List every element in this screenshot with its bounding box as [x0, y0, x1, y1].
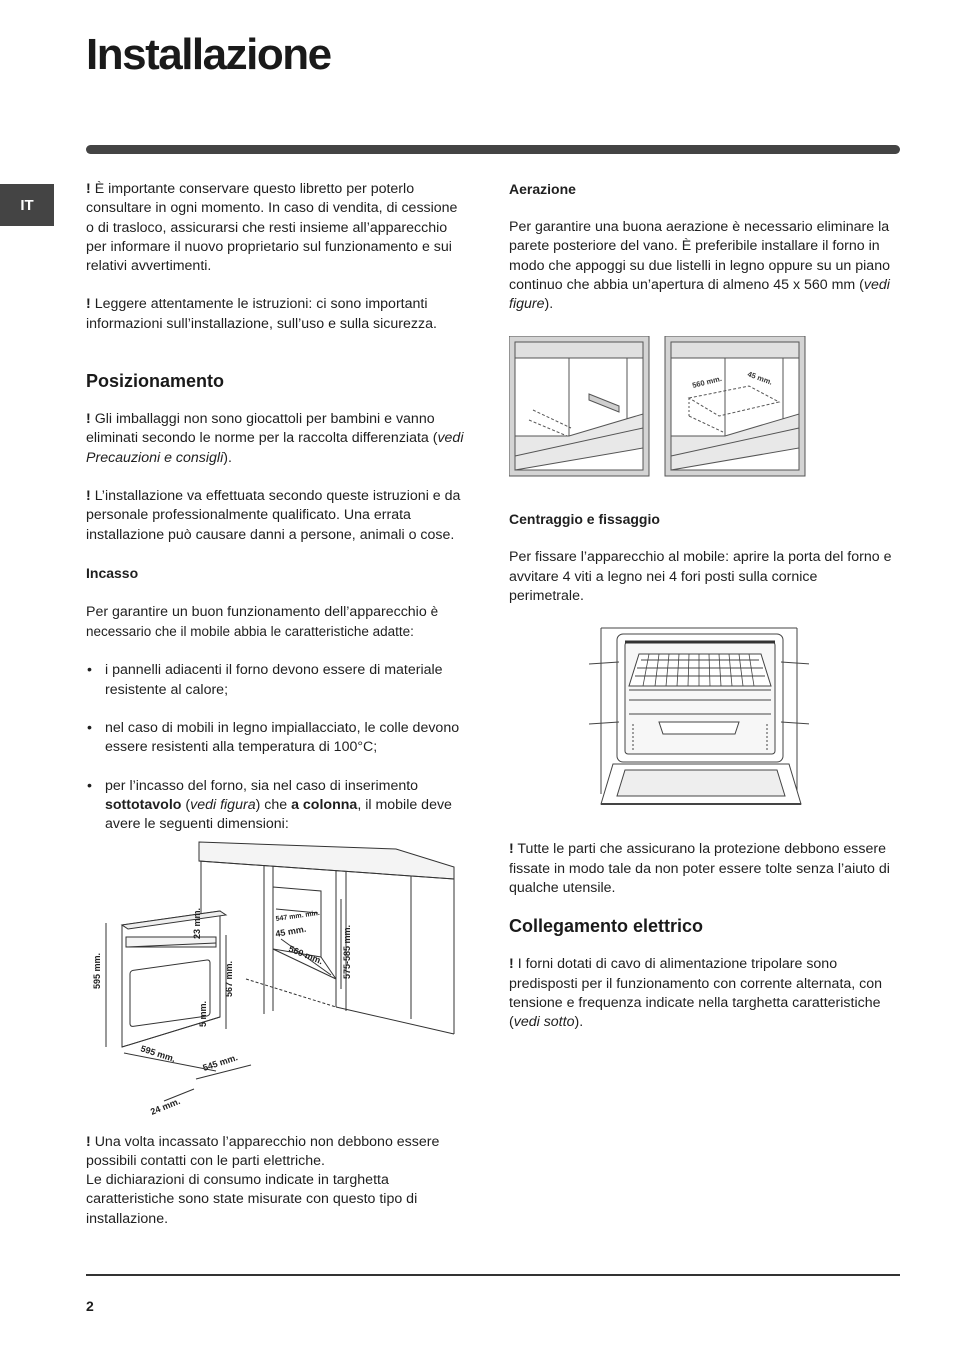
centering-paragraph: Per fissare l’apparecchio al mobile: aprire la porta del forno e avvitare 4 viti a legno nei 4 fori posti sulla cornice perimetrale.	[509, 549, 892, 605]
electrical-paragraph: ! I forni dotati di cavo di alimentazione tripolare sono predisposti per il funzionamento con corrente alternata, con tensione e frequenza indicate nella targhetta caratteristiche (vedi sotto).	[509, 956, 883, 1031]
list-item: • per l’incasso del forno, sia nel caso di inserimento sottotavolo (vedi figura) che a colonna, il mobile deve avere le seguenti dimensioni:	[87, 777, 452, 833]
aeration-paragraph: Per garantire una buona aerazione è necessario eliminare la parete posteriore del vano. È preferibile installare il forno in modo che appoggi su due listelli in legno oppure su un piano continuo che abbia un’apertura di almeno 45 x 560 mm (vedi figure).	[509, 219, 890, 313]
language-tab: IT	[0, 184, 54, 226]
left-column	[86, 180, 466, 1229]
dim-575-585: 575-585 mm.	[342, 924, 352, 979]
dim-595-width: 595 mm.	[139, 1042, 177, 1064]
dim-567: 567 mm.	[224, 960, 234, 997]
installation-dimensions-figure	[86, 839, 466, 1127]
dim-545: 545 mm.	[201, 1051, 239, 1073]
incasso-heading: Incasso	[86, 564, 139, 581]
warning-mark: !	[509, 841, 514, 858]
list-item: • nel caso di mobili in legno impiallacciato, le colle devono essere resistenti alla temperatura di 100°C;	[87, 720, 460, 756]
ventilation-figures	[509, 336, 809, 478]
dim-45: 45 mm.	[274, 923, 307, 939]
requirements-list	[86, 661, 466, 834]
protection-paragraph: ! Tutte le parti che assicurano la protezione debbono essere fissate in modo tale da non poter essere tolte senza l’aiuto di qualche utensile.	[509, 841, 890, 896]
warning-mark: !	[86, 1133, 91, 1150]
centering-heading: Centraggio e fissaggio	[509, 511, 660, 528]
header-divider	[86, 145, 900, 154]
intro-paragraph-1: ! È importante conservare questo libretto per poterlo consultare in ogni momento. In caso di vendita, di cessione o di trasloco, assicurarsi che resti insieme all’apparecchio per informare il nuovo proprietario sul funzionamento e sui relativi avvertimenti.	[86, 181, 458, 275]
positioning-heading: Posizionamento	[86, 371, 225, 392]
dim-5: 5 mm.	[198, 1000, 208, 1027]
dim-547-min: 547 mm. min.	[275, 909, 321, 923]
footer-divider	[86, 1274, 900, 1276]
warning-mark: !	[86, 181, 91, 197]
electrical-heading: Collegamento elettrico	[509, 916, 704, 937]
page-number: 2	[86, 1298, 94, 1314]
oven-fixing-figure	[509, 624, 809, 820]
dim-560: 560 mm.	[287, 943, 325, 966]
positioning-paragraph-2: ! L’installazione va effettuata secondo queste istruzioni e da personale professionalmente qualificato. Una errata installazione può causare danni a persone, animali o cose.	[86, 487, 461, 543]
positioning-paragraph-1: ! Gli imballaggi non sono giocattoli per bambini e vanno eliminati secondo le norme per la raccolta differenziata (vedi Precauzioni e consigli).	[86, 411, 464, 466]
warning-mark: !	[86, 296, 91, 313]
warning-mark: !	[509, 956, 514, 973]
right-column	[509, 180, 894, 1051]
dim-595-height: 595 mm.	[92, 952, 102, 989]
aeration-heading: Aerazione	[509, 181, 576, 197]
warning-mark: !	[86, 411, 91, 428]
list-item: • i pannelli adiacenti il forno devono essere di materiale resistente al calore;	[87, 662, 443, 698]
dim-24: 24 mm.	[149, 1095, 182, 1117]
dim-23: 23 mm.	[192, 907, 202, 939]
vent-dim-560: 560 mm.	[691, 374, 723, 391]
vent-dim-45: 45 mm.	[746, 369, 774, 388]
intro-paragraph-2: ! Leggere attentamente le istruzioni: ci sono importanti informazioni sull’installazione, sull’uso e sulla sicurezza.	[86, 296, 437, 332]
page-title: Installazione	[86, 30, 331, 79]
incasso-intro: Per garantire un buon funzionamento dell’apparecchio è necessario che il mobile abbia le caratteristiche adatte:	[86, 603, 439, 640]
warning-mark: !	[86, 487, 91, 504]
after-figure-paragraph: ! Una volta incassato l’apparecchio non debbono essere possibili contatti con le parti elettriche. Le dichiarazioni di consumo indicate in targhetta caratteristiche sono state misurate con questo tipo di installazione.	[86, 1133, 440, 1227]
